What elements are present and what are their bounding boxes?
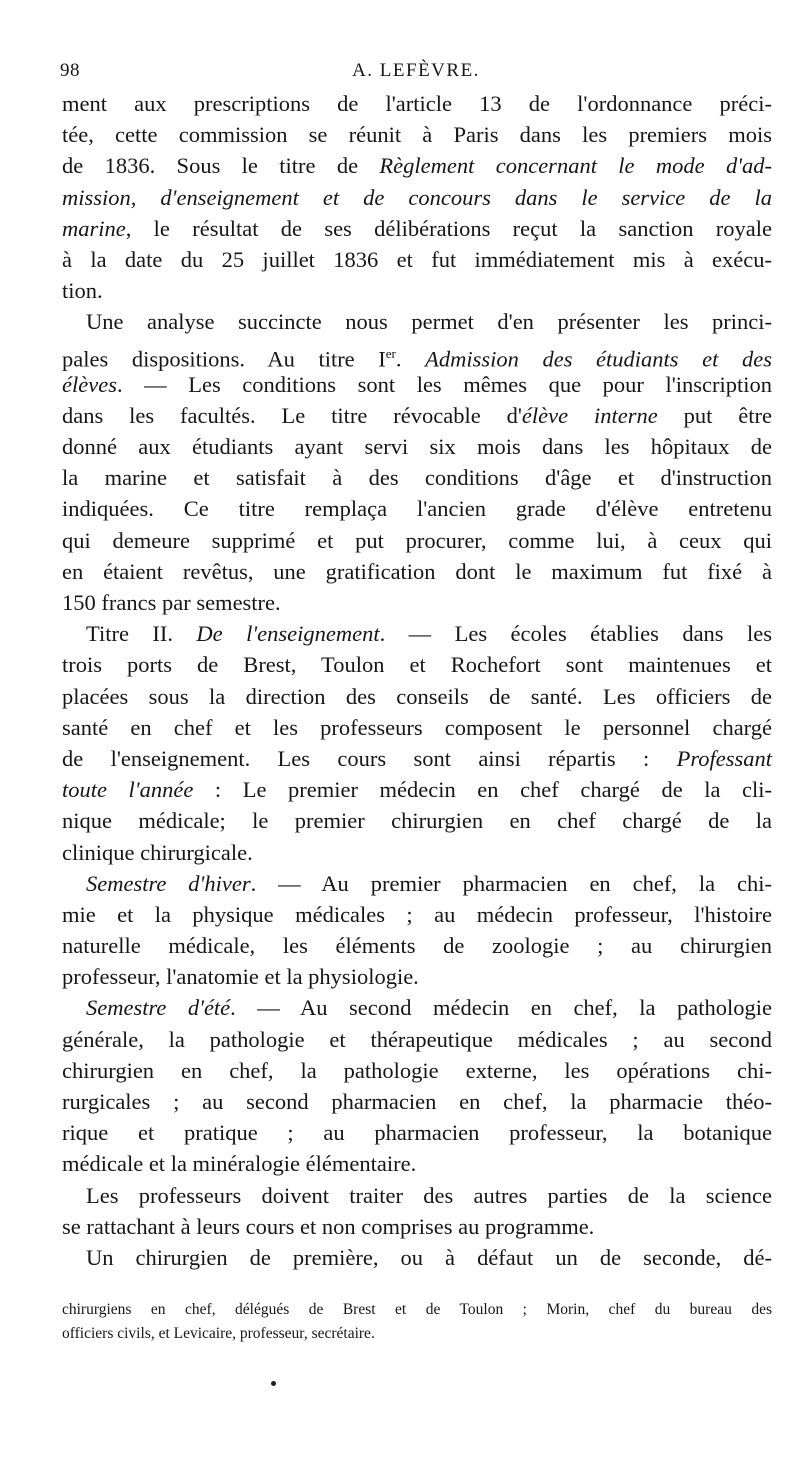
text-line: tée, cette commission se réunit à Paris dans les premiers mois bbox=[62, 122, 772, 148]
text-line: ment aux prescriptions de l'article 13 de l'ordonnance préci- bbox=[62, 91, 772, 116]
text-line: indiquées. Ce titre remplaça l'ancien grade d'élève entretenu bbox=[62, 496, 772, 522]
page-number: 98 bbox=[60, 60, 80, 81]
running-head: A. LEFÈVRE. bbox=[352, 60, 480, 81]
text-line: trois ports de Brest, Toulon et Rochefort sont maintenues et bbox=[62, 652, 772, 678]
paragraph-start-line: Semestre d'été. — Au second médecin en chef, la pathologie bbox=[86, 995, 772, 1021]
text-line: naturelle médicale, les éléments de zoologie ; au chirurgien bbox=[62, 933, 772, 959]
text-line: placées sous la direction des conseils de santé. Les officiers de bbox=[62, 683, 772, 709]
text-line: rurgicales ; au second pharmacien en chef, la pharmacie théo- bbox=[62, 1089, 772, 1114]
page-header bbox=[60, 60, 772, 88]
italic-heading: Admission des étudiants et des bbox=[425, 346, 772, 371]
text-line: dans les facultés. Le titre révocable d'élève interne put être bbox=[62, 402, 772, 428]
text-line: générale, la pathologie et thérapeutique médicales ; au second bbox=[62, 1026, 772, 1052]
body-text bbox=[62, 88, 772, 1273]
paragraph-start-line: Titre II. De l'enseignement. — Les écoles établies dans les bbox=[86, 621, 772, 647]
paragraph-start-line: Un chirurgien de première, ou à défaut un de seconde, dé- bbox=[86, 1244, 772, 1270]
text-line: pales dispositions. Au titre Ier. Admission des étudiants et des bbox=[62, 345, 772, 371]
text-line: mission, d'enseignement et de concours dans le service de la bbox=[62, 184, 773, 210]
footnote-line: chirurgiens en chef, délégués de Brest et de Toulon ; Morin, chef du bureau des bbox=[62, 1301, 772, 1318]
printer-dot-mark bbox=[271, 1381, 276, 1386]
text-line: élèves. — Les conditions sont les mêmes que pour l'inscription bbox=[62, 371, 772, 397]
text-line: marine, le résultat de ses délibérations reçut la sanction royale bbox=[62, 215, 772, 241]
text-line: qui demeure supprimé et put procurer, comme lui, à ceux qui bbox=[62, 527, 772, 553]
italic-title: Règlement concernant le mode d'ad- bbox=[379, 153, 773, 179]
footnote-line: officiers civils, et Levicaire, professeur, secrétaire. bbox=[62, 1325, 375, 1342]
text-line: santé en chef et les professeurs composent le personnel chargé bbox=[62, 714, 772, 740]
text-line: tion. bbox=[62, 278, 103, 304]
text-line: chirurgien en chef, la pathologie externe, les opérations chi- bbox=[62, 1057, 772, 1083]
text-line: professeur, l'anatomie et la physiologie. bbox=[62, 964, 419, 990]
footnote bbox=[62, 1298, 772, 1346]
text-line: 150 francs par semestre. bbox=[62, 590, 281, 615]
text-line: clinique chirurgicale. bbox=[62, 839, 253, 865]
text-line: mie et la physique médicales ; au médecin professeur, l'histoire bbox=[62, 901, 772, 927]
text-line: rique et pratique ; au pharmacien professeur, la botanique bbox=[62, 1120, 772, 1146]
paragraph-start-line: Les professeurs doivent traiter des autres parties de la science bbox=[86, 1182, 772, 1208]
text-line: de l'enseignement. Les cours sont ainsi répartis : Professant bbox=[62, 745, 772, 771]
text-line: toute l'année : Le premier médecin en chef chargé de la cli- bbox=[62, 777, 773, 803]
text-line: se rattachant à leurs cours et non comprises au programme. bbox=[62, 1213, 595, 1239]
text-line: médicale et la minéralogie élémentaire. bbox=[62, 1151, 417, 1177]
text-line: de 1836. Sous le titre de Règlement concernant le mode d'ad- bbox=[62, 153, 773, 179]
paragraph-start-line: Semestre d'hiver. — Au premier pharmacien en chef, la chi- bbox=[86, 870, 772, 896]
text-line: à la date du 25 juillet 1836 et fut immédiatement mis à exécu- bbox=[62, 246, 772, 272]
text-line: donné aux étudiants ayant servi six mois dans les hôpitaux de bbox=[62, 434, 772, 460]
text-line: en étaient revêtus, une gratification dont le maximum fut fixé à bbox=[62, 558, 772, 584]
text-line: la marine et satisfait à des conditions d'âge et d'instruction bbox=[62, 465, 772, 491]
paragraph-start-line: Une analyse succincte nous permet d'en présenter les princi- bbox=[86, 309, 772, 335]
text-line: nique médicale; le premier chirurgien en chef chargé de la bbox=[62, 808, 772, 834]
